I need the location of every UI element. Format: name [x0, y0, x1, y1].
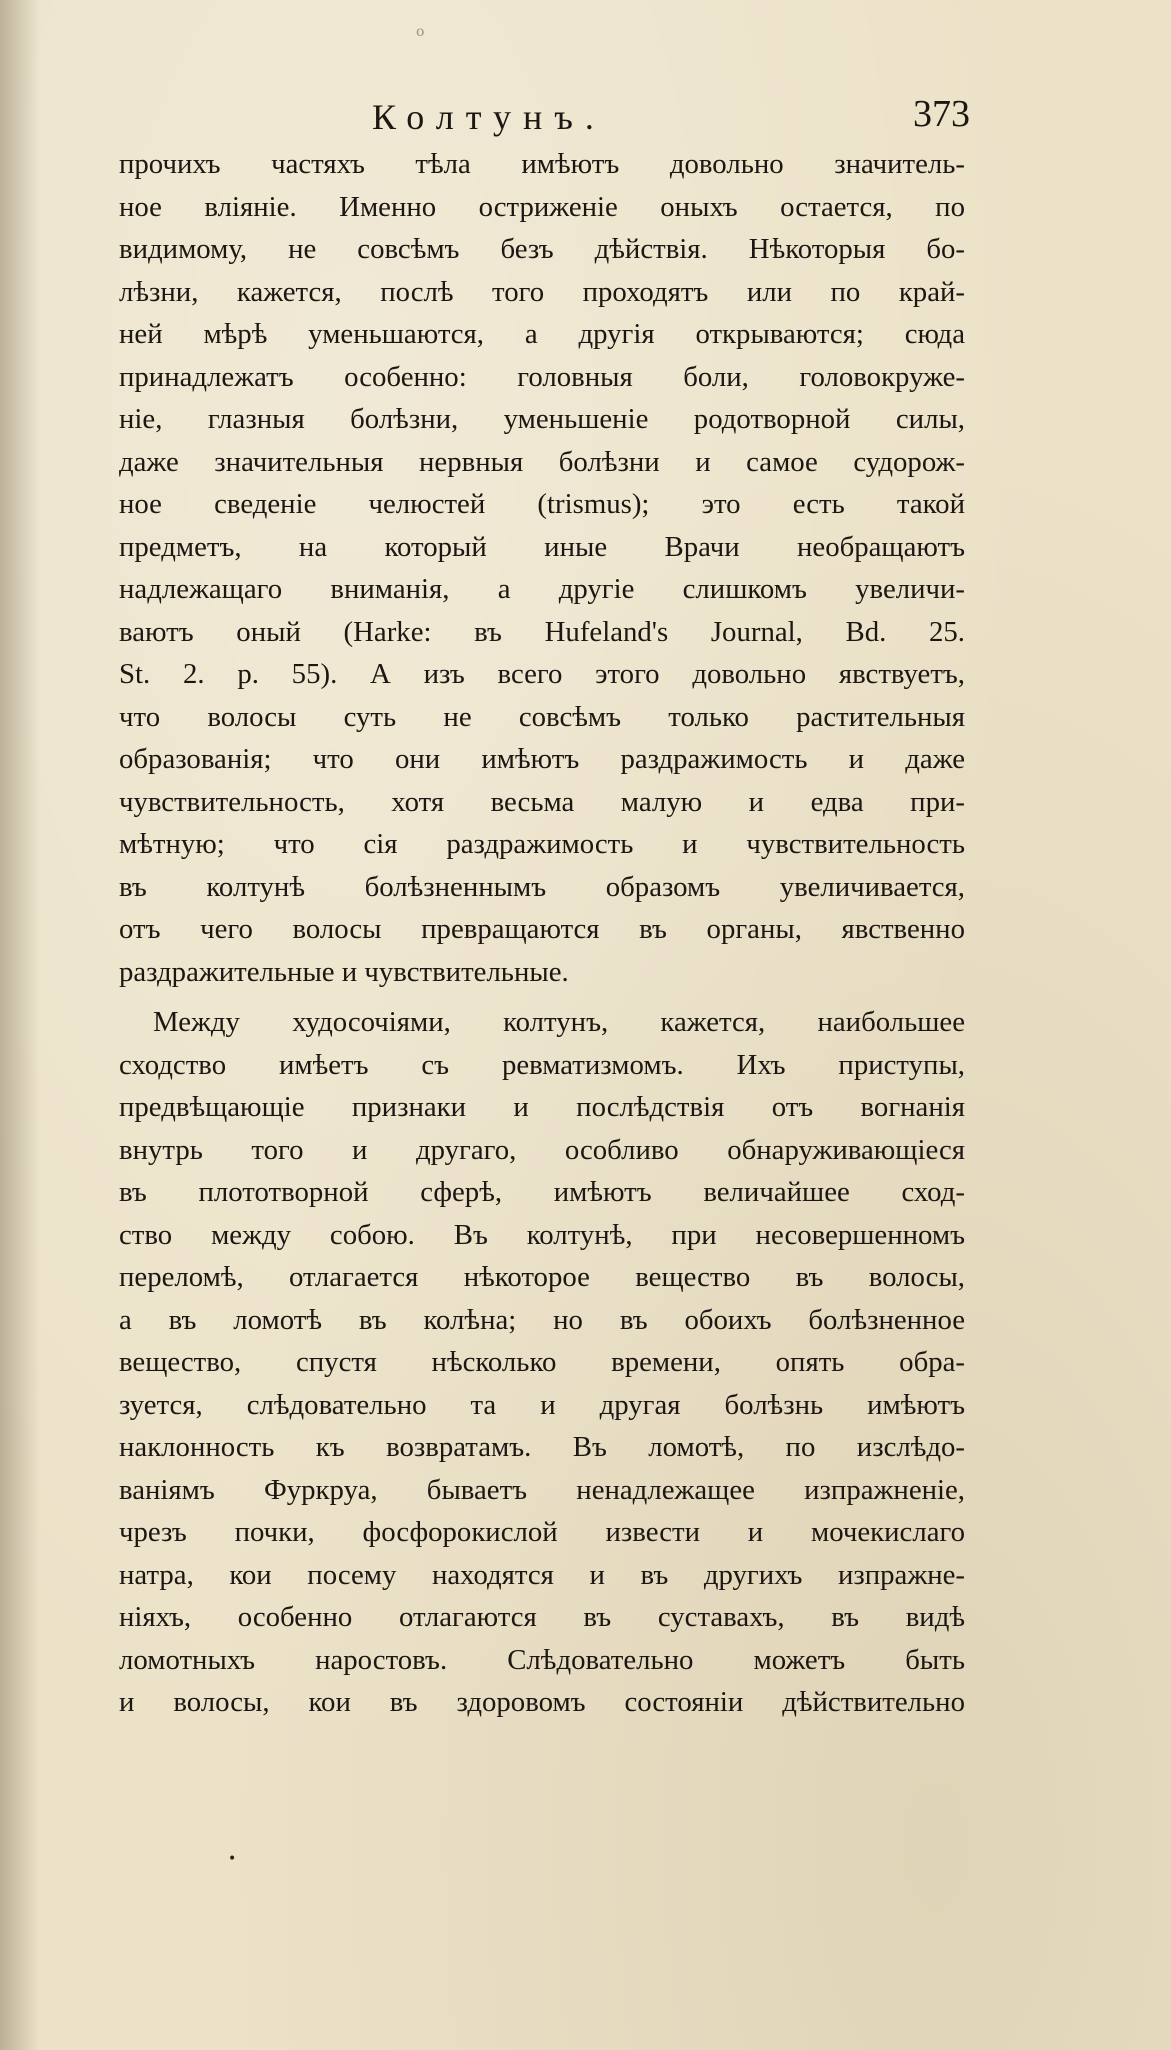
- text-line: образованія; что они имѣютъ раздражимость и даже: [119, 743, 965, 775]
- text-line: принадлежатъ особенно: головныя боли, головокруже-: [119, 360, 965, 393]
- text-line: предметъ, на который иные Врачи необращаютъ: [119, 530, 965, 563]
- text-line: ное вліяніе. Именно остриженіе оныхъ остается, по: [119, 190, 965, 223]
- paragraph-gap: [119, 993, 965, 1001]
- body-text: [119, 143, 965, 1724]
- text-line: въ плототворной сферѣ, имѣютъ величайшее сход-: [119, 1176, 965, 1208]
- text-line: ней мѣрѣ уменьшаются, а другія открываются; сюда: [119, 318, 965, 350]
- page-number: 373: [913, 93, 970, 135]
- text-line: раздражительные и чувствительные.: [119, 955, 569, 988]
- text-line: чувствительность, хотя весьма малую и едва при-: [119, 785, 965, 818]
- text-line: наклонность къ возвратамъ. Въ ломотѣ, по изслѣдо-: [119, 1431, 965, 1463]
- text-line: предвѣщающіе признаки и послѣдствія отъ вогнанія: [119, 1091, 965, 1123]
- text-line: переломѣ, отлагается нѣкоторое вещество въ волосы,: [119, 1261, 965, 1293]
- text-line: внутрь того и другаго, особливо обнаруживающіеся: [119, 1133, 965, 1166]
- paragraph-2: [119, 1001, 965, 1724]
- text-line: что волосы суть не совсѣмъ только растительныя: [119, 700, 965, 733]
- text-line: надлежащаго вниманія, а другіе слишкомъ увеличи-: [119, 573, 965, 605]
- text-line: даже значительныя нервныя болѣзни и самое судорож-: [119, 445, 965, 478]
- text-line: вещество, спустя нѣсколько времени, опять обра-: [119, 1346, 965, 1378]
- text-line: зуется, слѣдовательно та и другая болѣзнь имѣютъ: [119, 1388, 965, 1421]
- text-line: ное сведеніе челюстей (trismus); это есть такой: [119, 488, 965, 520]
- text-line: мѣтную; что сія раздражимость и чувствительность: [119, 828, 965, 860]
- running-head: Колтунъ.: [372, 97, 606, 137]
- text-line: ніе, глазныя болѣзни, уменьшеніе родотворной силы,: [119, 403, 965, 435]
- text-line: ломотныхъ наростовъ. Слѣдовательно можетъ быть: [119, 1643, 965, 1676]
- text-line: чрезъ почки, фосфорокислой извести и мочекислаго: [119, 1516, 965, 1548]
- text-line: сходство имѣетъ съ ревматизмомъ. Ихъ приступы,: [119, 1048, 965, 1081]
- ink-speck: •: [228, 1851, 237, 1867]
- text-line: ваютъ оный (Harke: въ Hufeland's Journal, Bd. 25.: [119, 615, 965, 648]
- text-line: St. 2. p. 55). А изъ всего этого довольно явствуетъ,: [119, 658, 965, 690]
- text-line: прочихъ частяхъ тѣла имѣютъ довольно значитель-: [119, 148, 965, 180]
- text-line: натра, кои посему находятся и въ другихъ изпражне-: [119, 1558, 965, 1591]
- text-line: а въ ломотѣ въ колѣна; но въ обоихъ болѣзненное: [119, 1303, 965, 1336]
- text-line: ваніямъ Фуркруа, бываетъ ненадлежащее изпражненіе,: [119, 1473, 965, 1506]
- text-line: и волосы, кои въ здоровомъ состояніи дѣйствительно: [119, 1686, 965, 1718]
- paragraph-1: [119, 143, 965, 993]
- spine-shadow: [0, 0, 40, 2050]
- text-line: Между худосочіями, колтунъ, кажется, наибольшее: [153, 1006, 965, 1038]
- text-line: ніяхъ, особенно отлагаются въ суставахъ, въ видѣ: [119, 1601, 965, 1633]
- page-header: [120, 92, 1000, 142]
- text-line: видимому, не совсѣмъ безъ дѣйствія. Нѣкоторыя бо-: [119, 233, 965, 265]
- text-line: лѣзни, кажется, послѣ того проходятъ или по край-: [119, 275, 965, 308]
- top-ornament-mark: o: [416, 24, 425, 40]
- text-line: ство между собою. Въ колтунѣ, при несовершенномъ: [119, 1218, 965, 1251]
- text-line: отъ чего волосы превращаются въ органы, явственно: [119, 913, 965, 945]
- text-line: въ колтунѣ болѣзненнымъ образомъ увеличивается,: [119, 870, 965, 903]
